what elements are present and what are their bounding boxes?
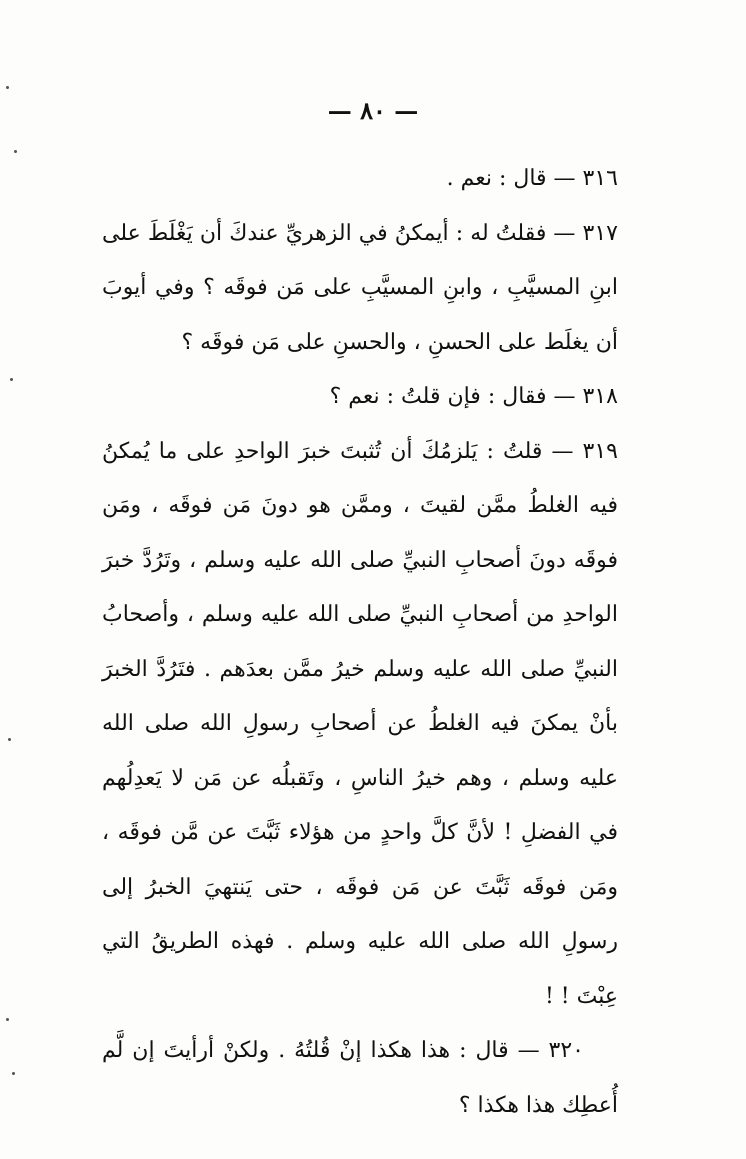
paragraph-318: ٣١٨ — فقال : فإن قلتُ : نعم ؟ — [329, 384, 618, 409]
scan-speck — [14, 150, 17, 153]
page-number: — ٨٠ — — [327, 96, 419, 125]
paragraph-320: ٣٢٠ — قال : هذا هكذا إنْ قُلتُهُ . ولكنْ أرأيتَ إن لَّم أُعطِك هذا هكذا ؟ — [102, 1038, 618, 1118]
paragraph-317: ٣١٧ — فقلتُ له : أيمكنُ في الزهريِّ عندكَ أن يَغْلَطَ على ابنِ المسيَّبِ ، وابنِ المسيَّبِ على مَن فوقَه ؟ وفي أيوبَ أن يغلَط على الحسنِ ، والحسنِ على مَن فوقَه ؟ — [102, 220, 618, 355]
scan-speck — [10, 378, 13, 381]
scan-speck — [6, 86, 9, 89]
scan-speck — [6, 1018, 9, 1021]
text-body — [102, 152, 618, 1133]
scan-speck — [12, 1072, 15, 1075]
scan-speck — [8, 738, 11, 741]
paragraph-316: ٣١٦ — قال : نعم . — [446, 166, 618, 191]
paragraph-319: ٣١٩ — قلتُ : يَلزمُكَ أن تُثبتَ خبرَ الواحدِ على ما يُمكنُ فيه الغلطُ ممَّن لقيتَ ، وممَّن هو دونَ مَن فوقَه ، ومَن فوقَه دونَ أصحابِ النبيِّ صلى الله عليه وسلم ، وتَرُدَّ خبرَ الواحدِ من أصحابِ النبيِّ صلى الله عليه وسلم ، وأصحابُ النبيِّ صلى الله عليه وسلم خيرُ ممَّن بعدَهم . فتَرُدَّ الخبرَ بأنْ يمكنَ فيه الغلطُ عن أصحابِ رسولِ الله صلى الله عليه وسلم ، وهم خيرُ الناسِ ، وتَقبلُه عن مَن لا يَعدِلُهم في الفضلِ ! لأنَّ كلَّ واحدٍ من هؤلاء ثَبَّتَ عن مَّن فوقَه ، ومَن فوقَه ثَبَّتَ عن مَن فوقَه ، حتى يَنتهيَ الخبرُ إلى رسولِ الله صلى الله عليه وسلم . فهذه الطريقُ التي عِبْتَ ! ! — [102, 438, 618, 1009]
